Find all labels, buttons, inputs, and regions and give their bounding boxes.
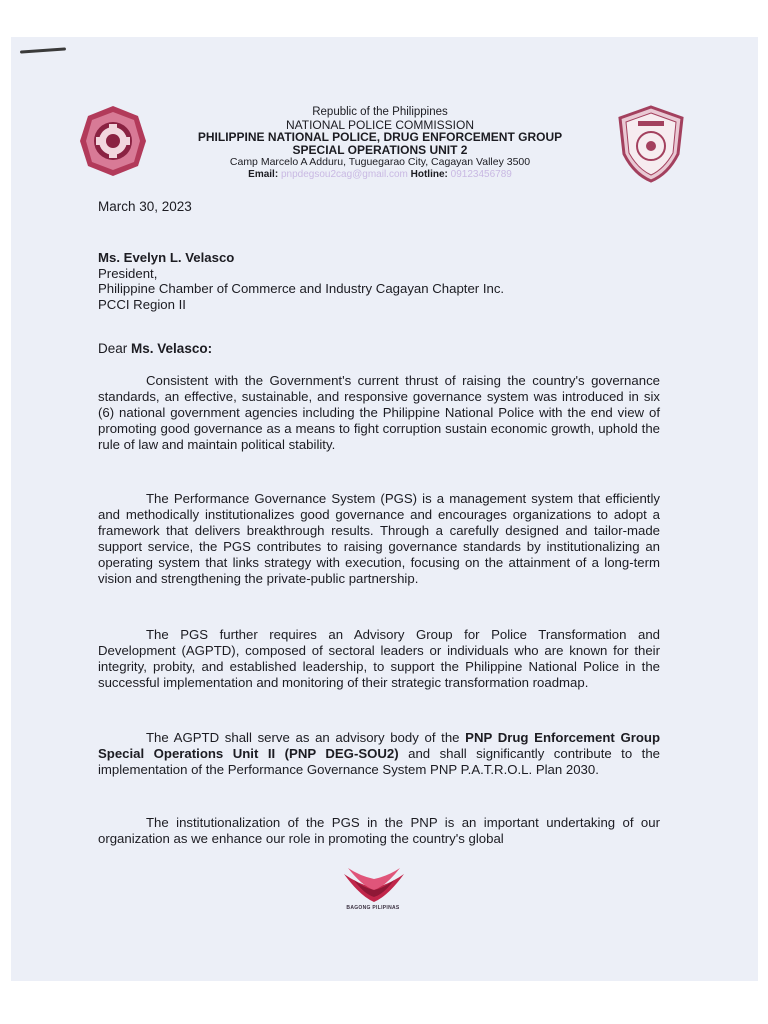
letterhead-sou2: SPECIAL OPERATIONS UNIT 2 [292, 142, 468, 157]
deg-shield-icon [616, 104, 686, 184]
letterhead-contact [150, 169, 610, 182]
hotline-number: 09123456789 [450, 168, 512, 180]
p4-text-start: The AGPTD shall serve as an advisory body of the [146, 730, 466, 745]
letter-date: March 30, 2023 [98, 199, 192, 214]
letterhead [150, 106, 610, 182]
salutation-name: Ms. Velasco: [131, 341, 213, 356]
recipient-organization: Philippine Chamber of Commerce and Industry Cagayan Chapter Inc. [98, 281, 505, 296]
letterhead-republic: Republic of the Philippines [312, 106, 448, 118]
salutation [98, 341, 212, 356]
recipient-region: PCCI Region II [98, 296, 186, 312]
recipient-name: Ms. Evelyn L. Velasco [98, 250, 235, 265]
letterhead-address: Camp Marcelo A Adduru, Tuguegarao City, Cagayan Valley 3500 [229, 156, 531, 169]
bagong-pilipinas-text: BAGONG PILIPINAS [346, 905, 400, 911]
pnp-seal-icon [78, 104, 148, 178]
p4-text-end: and shall significantly contribute to the implementation of the Performance Governance System PNP P.A.T.R.O.L. Plan 2030. [98, 745, 660, 777]
body-paragraph-4 [98, 730, 660, 778]
letterhead-napolcom: NATIONAL POLICE COMMISSION [285, 117, 475, 132]
body-paragraph-1: Consistent with the Government's current thrust of raising the country's governance standards, an effective, sustainable, and responsive governance system was introduced in six (6) national government agencies including the Philippine National Police with the end view of promoting good governance as a means to fight corruption sustain economic growth, uphold the rule of law and maintain political stability. [98, 373, 660, 452]
recipient-title: President, [98, 265, 158, 281]
body-paragraph-3: The PGS further requires an Advisory Group for Police Transformation and Development (AGPTD), composed of sectoral leaders or individuals who are known for their integrity, probity, and established leadership, to support the Philippine National Police in the successful implementation and monitoring of their strategic transformation roadmap. [98, 627, 660, 690]
hotline-label: Hotline: [410, 168, 448, 180]
letterhead-pnp-deg: PHILIPPINE NATIONAL POLICE, DRUG ENFORCEMENT GROUP [197, 130, 563, 145]
body-paragraph-2: The Performance Governance System (PGS) is a management system that efficiently and methodically institutionalizes good governance and encourages organizations to adopt a framework that delivers breakthrough results. Through a carefully designed and tailor-made support service, the PGS contributes to raising governance standards by institutionalizing an operating system that links strategy with execution, focusing on the attainment of a long-term vision and strengthening the private-public partnership. [98, 491, 660, 586]
email-label: Email: [248, 168, 279, 180]
p4-unit-name: PNP Drug Enforcement Group Special Operations Unit II (PNP DEG-SOU2) [98, 730, 660, 761]
recipient-block [98, 250, 504, 312]
salutation-prefix: Dear [98, 341, 128, 356]
body-paragraph-5: The institutionalization of the PGS in the PNP is an important undertaking of our organization as we enhance our role in promoting the country's global [98, 815, 660, 846]
email-link[interactable]: pnpdegsou2cag@gmail.com [280, 168, 408, 180]
